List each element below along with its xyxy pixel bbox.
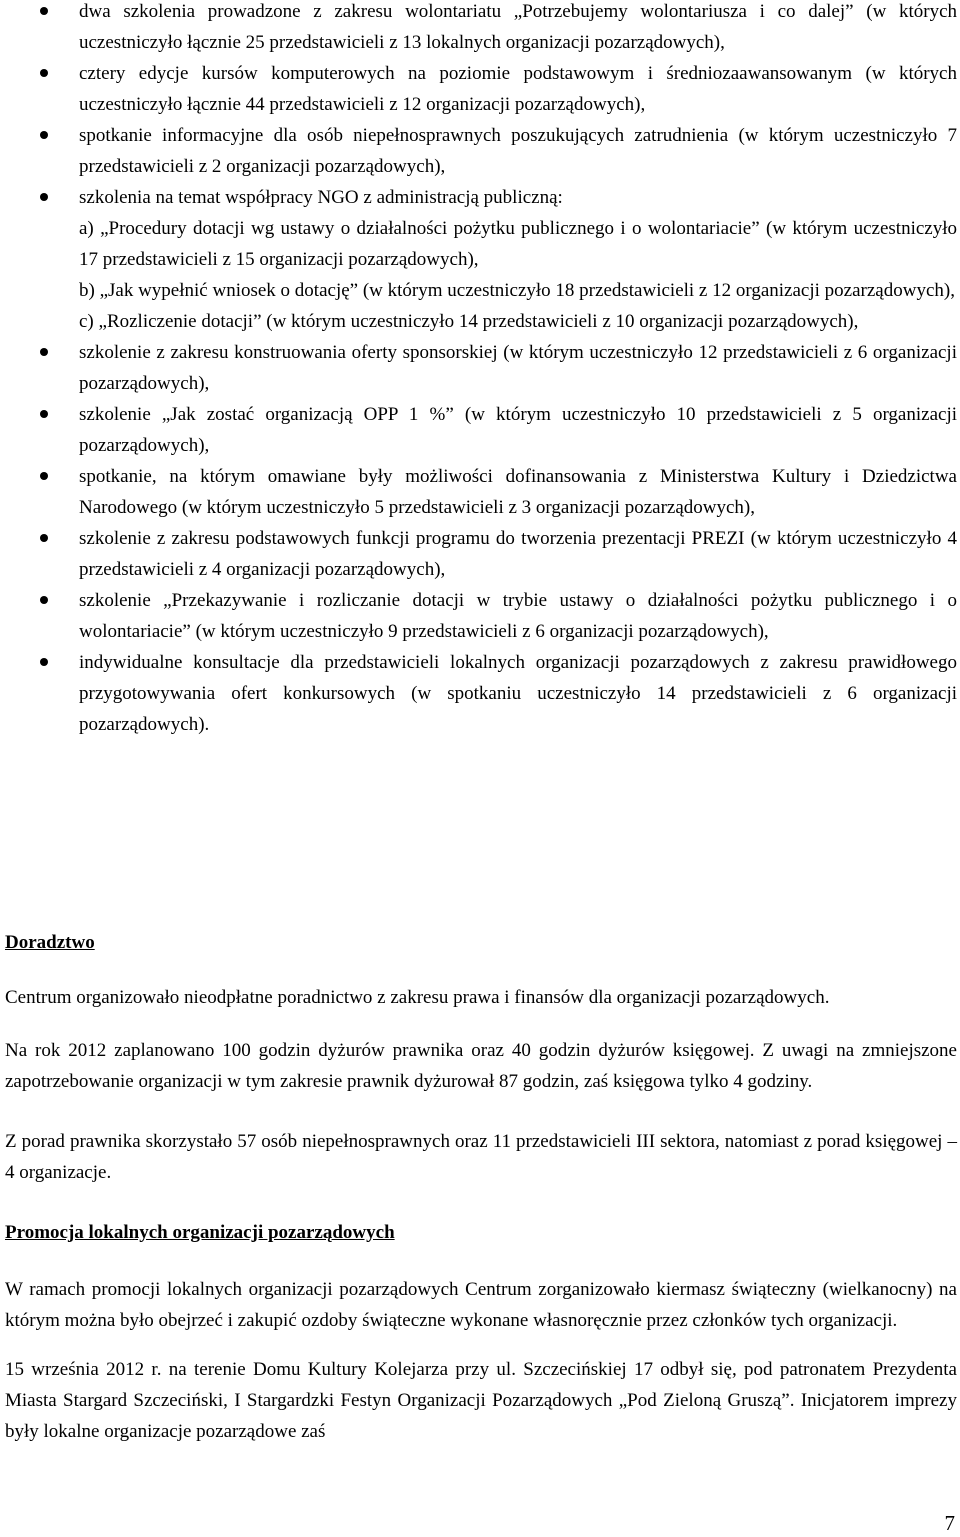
promocja-paragraph-2: 15 września 2012 r. na terenie Domu Kultury Kolejarza przy ul. Szczecińskiej 17 odbył się, pod patronatem Prezydenta Miasta Stargard Szczeciński, I Stargardzki Festyn Organizacji Pozarządowych „Pod Zieloną Gruszą”. Inicjatorem imprezy były lokalne organizacje pozarządowe zaś [5, 1359, 957, 1442]
sub-item-c: c) „Rozliczenie dotacji” (w którym uczestniczyło 14 przedstawicieli z 10 organizacji pozarządowych), [79, 311, 859, 332]
doradztwo-paragraph-1: Centrum organizowało nieodpłatne poradnictwo z zakresu prawa i finansów dla organizacji pozarządowych. [5, 987, 830, 1008]
list-item-text: szkolenie „Przekazywanie i rozliczanie dotacji w trybie ustawy o działalności pożytku publicznego i o wolontariacie” (w którym uczestniczyło 9 przedstawicieli z 6 organizacji pozarządowych), [79, 590, 957, 642]
list-item [0, 585, 957, 647]
list-item-text: indywidualne konsultacje dla przedstawicieli lokalnych organizacji pozarządowych z zakresu prawidłowego przygotowywania ofert konkursowych (w spotkaniu uczestniczyło 14 przedstawicieli z 6 organizacji pozarządowych). [79, 652, 957, 735]
list-item [0, 399, 957, 461]
bullet-icon [40, 658, 48, 666]
bullet-icon [40, 131, 48, 139]
bullet-icon [40, 7, 48, 15]
list-item [0, 523, 957, 585]
list-item-text: spotkanie, na którym omawiane były możliwości dofinansowania z Ministerstwa Kultury i Dziedzictwa Narodowego (w którym uczestniczyło 5 przedstawicieli z 3 organizacji pozarządowych), [79, 466, 957, 518]
list-item [0, 120, 957, 182]
promocja-paragraph-1: W ramach promocji lokalnych organizacji pozarządowych Centrum zorganizowało kiermasz świąteczny (wielkanocny) na którym można było obejrzeć i zakupić ozdoby świąteczne wykonane własnoręcznie przez członków tych organizacji. [5, 1279, 957, 1331]
section-heading-promocja: Promocja lokalnych organizacji pozarządowych [5, 1222, 395, 1243]
bullet-icon [40, 410, 48, 418]
list-item-text: cztery edycje kursów komputerowych na poziomie podstawowym i średniozaawansowanym (w których uczestniczyło łącznie 44 przedstawicieli z 12 organizacji pozarządowych), [79, 63, 957, 115]
list-item [0, 182, 957, 337]
list-item [0, 647, 957, 740]
bullet-icon [40, 596, 48, 604]
bullet-icon [40, 472, 48, 480]
bullet-icon [40, 193, 48, 201]
doradztwo-paragraph-2: Na rok 2012 zaplanowano 100 godzin dyżurów prawnika oraz 40 godzin dyżurów księgowej. Z uwagi na zmniejszone zapotrzebowanie organizacji w tym zakresie prawnik dyżurował 87 godzin, zaś księgowa tylko 4 godziny. [5, 1040, 957, 1092]
list-item-text: spotkanie informacyjne dla osób niepełnosprawnych poszukujących zatrudnienia (w którym uczestniczyło 7 przedstawicieli z 2 organizacji pozarządowych), [79, 125, 957, 177]
list-item-text: szkolenie z zakresu podstawowych funkcji programu do tworzenia prezentacji PREZI (w którym uczestniczyło 4 przedstawicieli z 4 organizacji pozarządowych), [79, 528, 957, 580]
list-item [0, 0, 957, 58]
bullet-icon [40, 534, 48, 542]
sub-item-a: a) „Procedury dotacji wg ustawy o działalności pożytku publicznego i o wolontariacie” (w którym uczestniczyło 17 przedstawicieli z 15 organizacji pozarządowych), [79, 218, 957, 270]
section-heading-doradztwo: Doradztwo [5, 932, 95, 953]
training-list [0, 0, 957, 740]
doradztwo-paragraph-3: Z porad prawnika skorzystało 57 osób niepełnosprawnych oraz 11 przedstawicieli III sektora, natomiast z porad księgowej – 4 organizacje. [5, 1131, 957, 1183]
list-item-text: szkolenia na temat współpracy NGO z administracją publiczną: [79, 187, 563, 208]
page-number: 7 [944, 1511, 955, 1535]
list-item-text: szkolenie „Jak zostać organizacją OPP 1 %” (w którym uczestniczyło 10 przedstawicieli z 5 organizacji pozarządowych), [79, 404, 957, 456]
bullet-icon [40, 348, 48, 356]
list-item-text: szkolenie z zakresu konstruowania oferty sponsorskiej (w którym uczestniczyło 12 przedstawicieli z 6 organizacji pozarządowych), [79, 342, 957, 394]
list-item-text: dwa szkolenia prowadzone z zakresu wolontariatu „Potrzebujemy wolontariusza i co dalej” (w których uczestniczyło łącznie 25 przedstawicieli z 13 lokalnych organizacji pozarządowych), [79, 1, 957, 53]
bullet-icon [40, 69, 48, 77]
list-item [0, 58, 957, 120]
sub-item-b: b) „Jak wypełnić wniosek o dotację” (w którym uczestniczyło 18 przedstawicieli z 12 organizacji pozarządowych), [79, 280, 955, 301]
list-item [0, 337, 957, 399]
list-item [0, 461, 957, 523]
